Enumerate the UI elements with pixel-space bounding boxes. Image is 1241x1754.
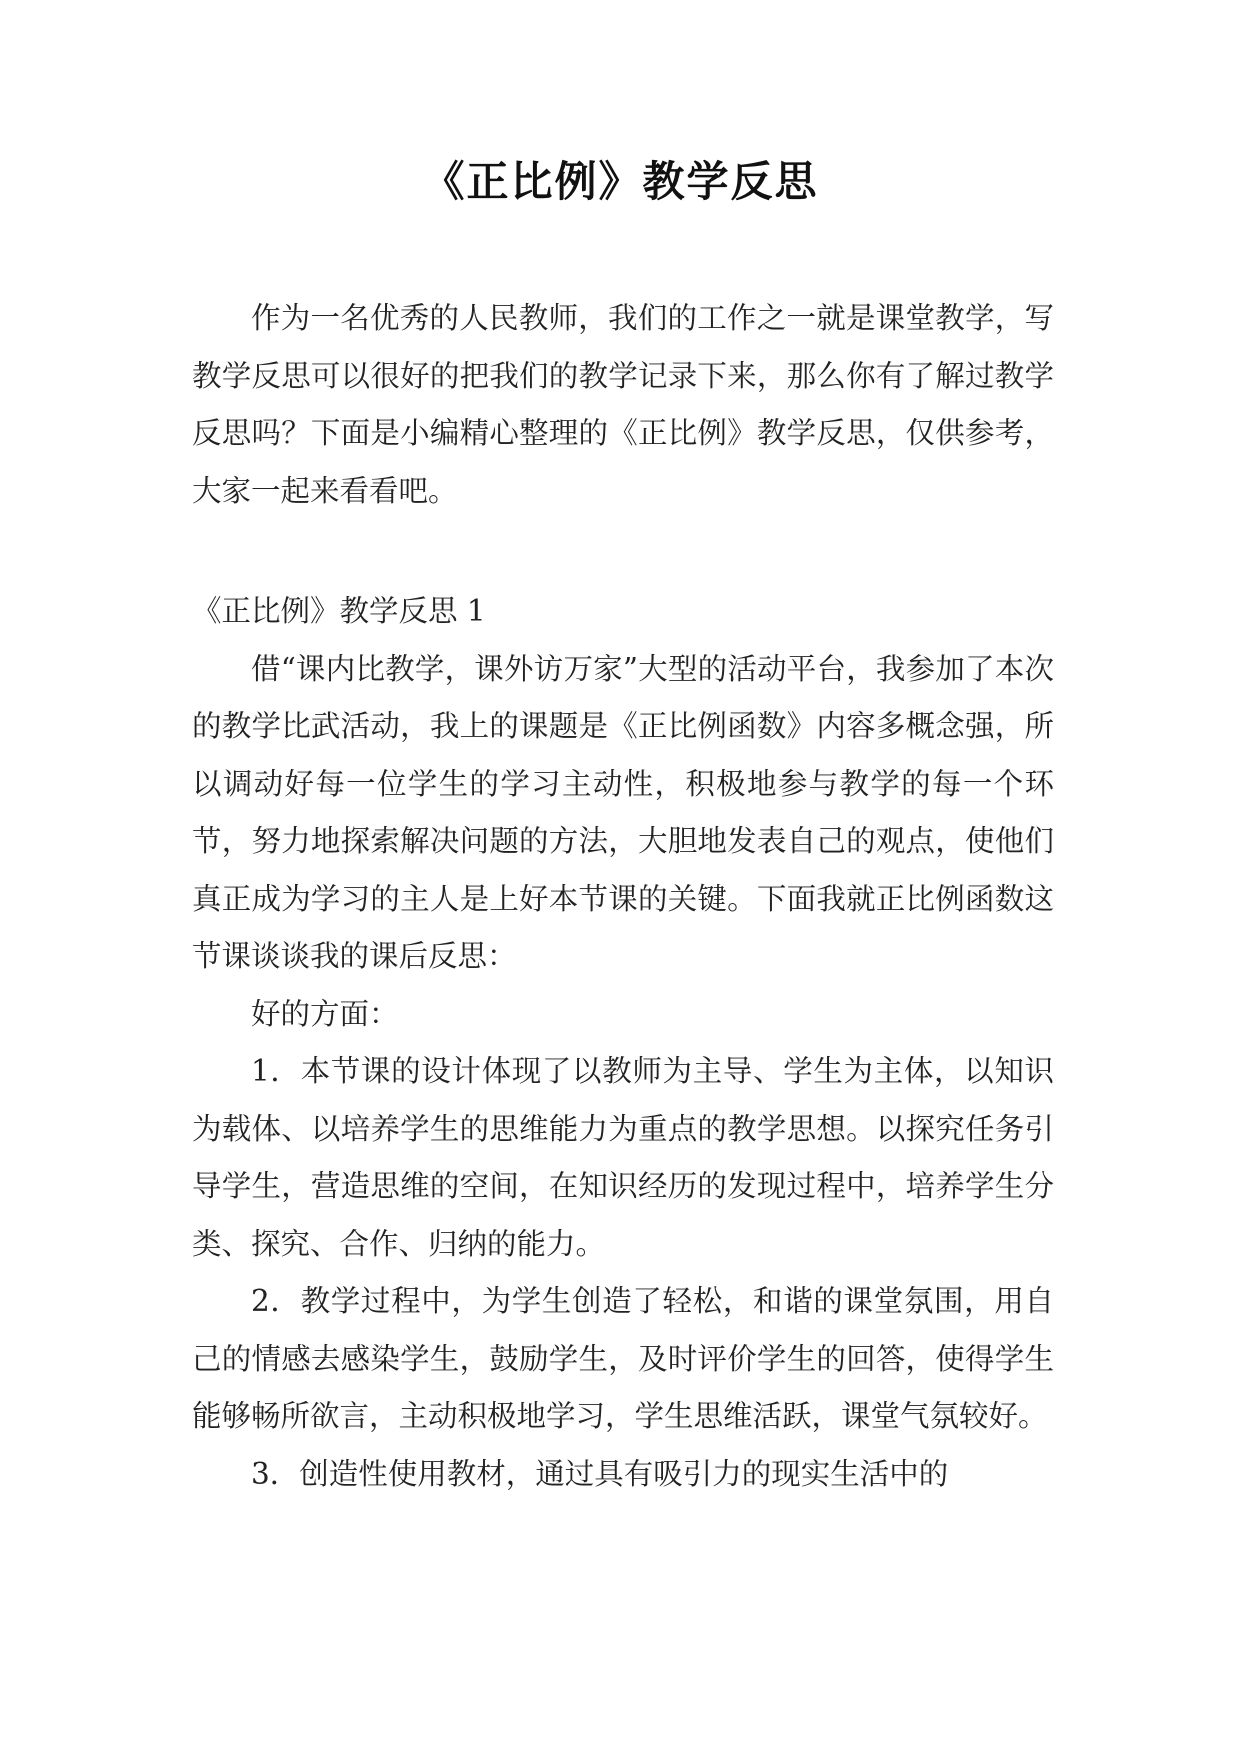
body-paragraph: 1．本节课的设计体现了以教师为主导、学生为主体，以知识为载体、以培养学生的思维能力为重点的教学思想。以探究任务引导学生，营造思维的空间，在知识经历的发现过程中，培养学生分类、探究、合作、归纳的能力。: [192, 1054, 1054, 1261]
section-heading: 《正比例》教学反思 1: [192, 594, 486, 628]
body-paragraph: 2．教学过程中，为学生创造了轻松，和谐的课堂氛围，用自己的情感去感染学生，鼓励学生，及时评价学生的回答，使得学生能够畅所欲言，主动积极地学习，学生思维活跃，课堂气氛较好。: [192, 1284, 1054, 1433]
document-title: 《正比例》教学反思: [422, 157, 819, 206]
intro-paragraph: 作为一名优秀的人民教师，我们的工作之一就是课堂教学，写教学反思可以很好的把我们的教学记录下来，那么你有了解过教学反思吗？下面是小编精心整理的《正比例》教学反思，仅供参考，大家一起来看看吧。: [192, 301, 1054, 508]
body-paragraph: 借“课内比教学，课外访万家”大型的活动平台，我参加了本次的教学比武活动，我上的课题是《正比例函数》内容多概念强，所以调动好每一位学生的学习主动性，积极地参与教学的每一个环节，努力地探索解决问题的方法，大胆地发表自己的观点，使他们真正成为学习的主人是上好本节课的关键。下面我就正比例函数这节课谈谈我的课后反思：: [192, 651, 1054, 973]
document-body: [192, 290, 1054, 1503]
body-paragraph: 好的方面：: [251, 996, 399, 1031]
body-paragraph: 3．创造性使用教材，通过具有吸引力的现实生活中的: [251, 1456, 949, 1491]
